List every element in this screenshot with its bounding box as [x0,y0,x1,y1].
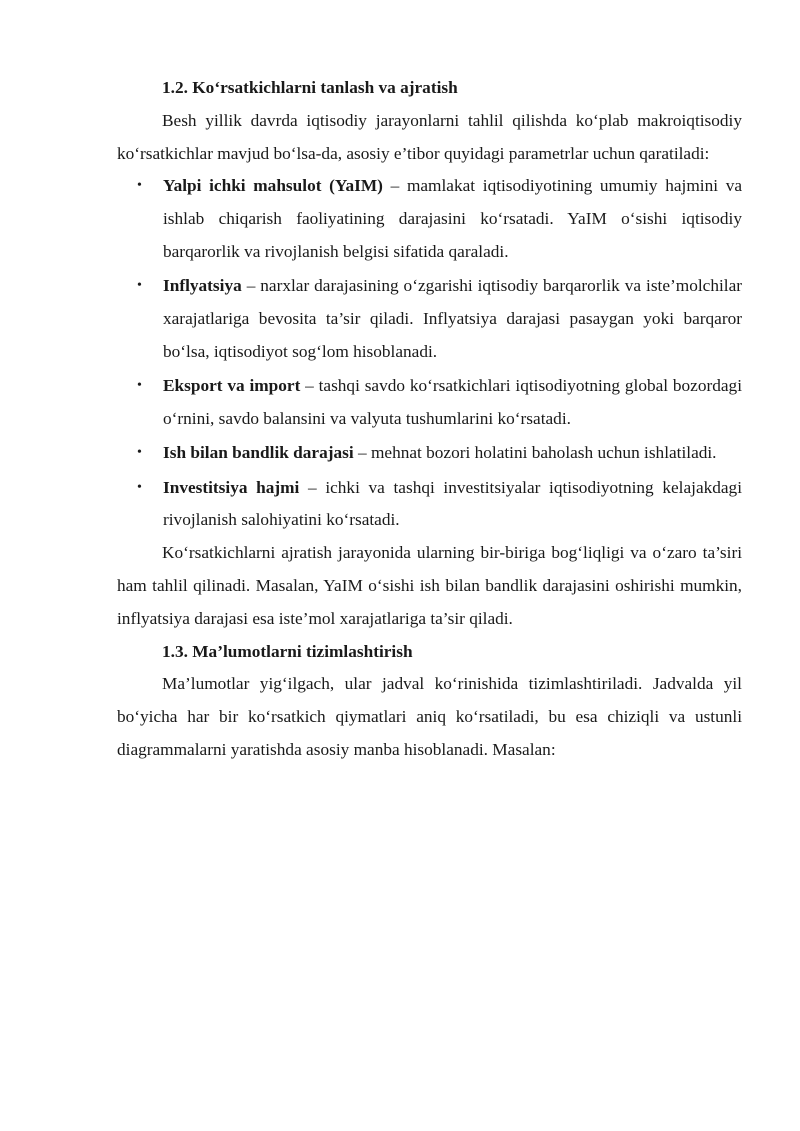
section-heading-1-3: 1.3. Ma’lumotlarni tizimlashtirish [162,641,413,661]
list-item-gdp [117,170,742,268]
list-item-term: Yalpi ichki mahsulot (YaIM) [163,176,383,196]
list-item-employment [117,437,742,470]
list-item-export-import [117,370,742,436]
bullet-icon: • [137,479,142,495]
bullet-icon: • [137,178,142,194]
list-item-text: – ichki va tashqi investitsiyalar iqtisodiyotning kelajakdagi rivojlanish salohiyatini ko‘rsatadi. [163,477,743,530]
list-item-text: – mehnat bozori holatini baholash uchun ishlatiladi. [353,443,717,463]
section-heading-1-2: 1.2. Ko‘rsatkichlarni tanlash va ajratish [162,78,458,97]
list-item-term: Investitsiya hajmi [163,477,300,497]
list-item-term: Inflyatsiya [163,276,242,296]
list-item-term: Ish bilan bandlik darajasi [163,443,354,463]
document-page [117,72,742,767]
intro-paragraph: Besh yillik davrda iqtisodiy jarayonlarni tahlil qilishda ko‘plab makroiqtisodiy ko‘rsatkichlar mavjud bo‘lsa-da, asosiy e’tibor quyidagi parametrlar uchun qaratiladi: [117,110,742,163]
list-item-investment [117,472,742,538]
list-item-text: – narxlar darajasining o‘zgarishi iqtisodiy barqarorlik va iste’molchilar xarajatlariga bevosita ta’sir qiladi. Inflyatsiya darajasi pasaygan yoki barqaror bo‘lsa, iqtisodiyot sog‘lom hisoblanadi. [163,276,742,361]
systematization-paragraph: Ma’lumotlar yig‘ilgach, ular jadval ko‘rinishida tizimlashtiriladi. Jadvalda yil bo‘yicha har bir ko‘rsatkich qiymatlari aniq ko‘rsatiladi, bu esa chiziqli va ustunli diagrammalarni yaratishda asosiy manba hisoblanadi. Masalan: [117,674,742,759]
indicator-list [117,170,742,537]
bullet-icon: • [137,378,142,394]
list-item-term: Eksport va import [163,376,301,396]
bullet-icon: • [137,445,142,461]
bullet-icon: • [137,278,142,294]
list-item-text: – mamlakat iqtisodiyotining umumiy hajmini va ishlab chiqarish faoliyatining darajasini ko‘rsatadi. YaIM o‘sishi iqtisodiy barqarorlik va rivojlanish belgisi sifatida qaraladi. [163,176,743,261]
list-item-inflation [117,270,742,368]
closing-paragraph: Ko‘rsatkichlarni ajratish jarayonida ularning bir-biriga bog‘liqligi va o‘zaro ta’siri ham tahlil qilinadi. Masalan, YaIM o‘sishi ish bilan bandlik darajasini oshirishi mumkin, inflyatsiya darajasi esa iste’mol xarajatlariga ta’sir qiladi. [117,543,742,628]
list-item-text: – tashqi savdo ko‘rsatkichlari iqtisodiyotning global bozordagi o‘rnini, savdo balansini va valyuta tushumlarini ko‘rsatadi. [163,376,742,428]
